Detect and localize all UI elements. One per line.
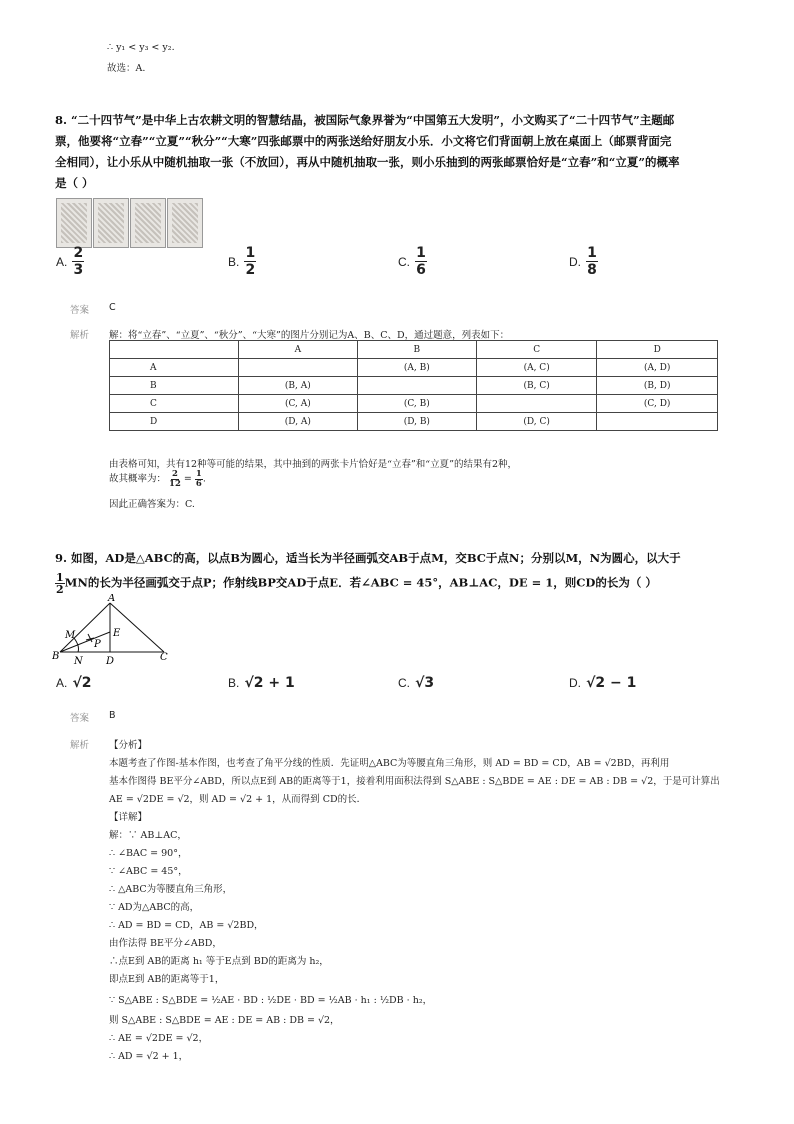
option-fraction: $\frac{1}{8}$ [587, 245, 597, 278]
segment-ab [60, 603, 110, 652]
table-cell: (A, C) [476, 359, 596, 377]
q9-line-12: ∴点E到 AB的距离 h₁ 等于E点到 BD的距离为 h₂， [109, 956, 329, 967]
q9-line-8: ∴ △ABC为等腰直角三角形， [109, 884, 233, 895]
q9-line-16: ∴ AE = √2DE = √2， [109, 1033, 209, 1044]
table-cell: (D, A) [239, 413, 358, 431]
table-cell [239, 359, 358, 377]
label-m: M [65, 630, 76, 641]
table-header-cell: D [597, 341, 718, 359]
q9-answer-label: 答案 [70, 713, 90, 724]
table-header-cell: A [239, 341, 358, 359]
q8-option-d[interactable] [569, 246, 598, 277]
top-line-2: 故选：A. [107, 63, 146, 74]
q8-analysis-intro: 解：将“立春”、“立夏”、“秋分”、“大寒”的图片分别记为A、B、C、D，通过题意，列表如下： [109, 330, 510, 341]
q8-option-a[interactable] [56, 246, 84, 277]
q9-analysis-label: 解析 [70, 740, 90, 751]
table-cell [357, 377, 476, 395]
triangle-figure [52, 594, 172, 666]
table-row [110, 395, 718, 413]
table-cell: (B, C) [476, 377, 596, 395]
option-letter: D. [569, 255, 581, 269]
option-letter: C. [398, 255, 410, 269]
q8-answer: C [109, 302, 116, 313]
table-cell: (B, D) [597, 377, 718, 395]
option-letter: B. [228, 255, 240, 269]
q9-stem-line-2: $\frac{1}{2}$ MN的长为半径画弧交于点P；作射线BP交AD于点E．若∠ABC = 45°，AB⊥AC，DE = 1，则CD的长为（ ） [56, 571, 657, 596]
q8-conclusion-3: 因此正确答案为：C. [109, 499, 195, 510]
label-e: E [113, 628, 121, 639]
table-row-header: D [110, 413, 239, 431]
top-line-1: ∴ y₁ < y₃ < y₂. [107, 42, 175, 53]
q9-line-2: 基本作图得 BE平分∠ABD，所以点E到 AB的距离等于1，接着利用面积法得到 S△ABE : S△BDE = AE : DE = AB : DB = √2，于是可计算出 [109, 776, 720, 787]
q8-stem-line-3: 全相同），让小乐从中随机抽取一张（不放回），再从中随机抽取一张，则小乐抽到的两张邮票恰好是“立春”和“立夏”的概率 [55, 155, 680, 169]
fraction: $\frac{1}{2}$ [56, 571, 64, 596]
q8-stem-line-1: 8. “二十四节气”是中华上古农耕文明的智慧结晶，被国际气象界誉为“中国第五大发明”，小文购买了“二十四节气”主题邮 [55, 113, 675, 127]
table-cell: (C, B) [357, 395, 476, 413]
label-c: C [160, 652, 168, 663]
q9-stem-line-1: 9. 如图，AD是△ABC的高，以点B为圆心，适当长为半径画弧交AB于点M，交BC于点N；分别以M，N为圆心，以大于 [55, 551, 681, 565]
table-cell: (D, B) [357, 413, 476, 431]
table-row [110, 341, 718, 359]
q9-line-15: 则 S△ABE : S△BDE = AE : DE = AB : DB = √2， [109, 1015, 340, 1026]
label-p: P [94, 639, 101, 650]
table-cell: (A, D) [597, 359, 718, 377]
q9-line-13: 即点E到 AB的距离等于1， [109, 974, 225, 985]
table-cell [476, 395, 596, 413]
table-row [110, 413, 718, 431]
q9-option-a[interactable]: A. √2 [56, 675, 92, 691]
table-row-header: B [110, 377, 239, 395]
solution-table [109, 340, 718, 431]
option-fraction: $\frac{1}{6}$ [416, 245, 426, 278]
label-a: A [108, 594, 116, 604]
q8-answer-label: 答案 [70, 305, 90, 316]
table-cell [597, 413, 718, 431]
q9-line-11: 由作法得 BE平分∠ABD， [109, 938, 222, 949]
q9-line-4: 【详解】 [109, 812, 148, 823]
table-cell: (D, C) [476, 413, 596, 431]
table-header-cell: B [357, 341, 476, 359]
table-header-cell: C [476, 341, 596, 359]
q9-line-7: ∵ ∠ABC = 45°， [109, 866, 188, 877]
table-row-header: A [110, 359, 239, 377]
q9-option-d[interactable]: D. √2 − 1 [569, 675, 637, 691]
table-cell [110, 341, 239, 359]
q9-line-10: ∴ AD = BD = CD，AB = √2BD， [109, 920, 264, 931]
q9-option-c[interactable]: C. √3 [398, 675, 435, 691]
q9-line-5: 解：∵ AB⊥AC， [109, 830, 187, 841]
q9-line-9: ∵ AD为△ABC的高， [109, 902, 200, 913]
option-letter: A. [56, 255, 68, 269]
stamp-image-1 [56, 198, 92, 248]
fraction: $\frac{1}{6}$ [195, 469, 202, 489]
stamp-image-4 [167, 198, 203, 248]
q8-option-b[interactable] [228, 246, 256, 277]
q9-line-1: 本题考查了作图-基本作图，也考查了角平分线的性质．先证明△ABC为等腰直角三角形，则 AD = BD = CD，AB = √2BD，再利用 [109, 758, 670, 769]
label-n: N [74, 656, 83, 666]
q8-conclusion-1: 由表格可知，共有12种等可能的结果，其中抽到的两张卡片恰好是“立春”和“立夏”的结果有2种， [109, 459, 518, 470]
table-cell: (A, B) [357, 359, 476, 377]
q9-line-0: 【分析】 [109, 740, 148, 751]
q9-line-14: ∵ S△ABE : S△BDE = ½AE · BD : ½DE · BD = ½AB · h₁ : ½DB · h₂， [109, 995, 433, 1006]
table-row [110, 359, 718, 377]
q8-stem-line-2: 票，他要将“立春”“立夏”“秋分”“大寒”四张邮票中的两张送给好朋友小乐．小文将它们背面朝上放在桌面上（邮票背面完 [55, 134, 672, 148]
q8-stem-line-4: 是（ ） [55, 176, 94, 190]
table-cell: (C, A) [239, 395, 358, 413]
q9-line-17: ∴ AD = √2 + 1， [109, 1051, 189, 1062]
table-row-header: C [110, 395, 239, 413]
q8-analysis-label: 解析 [70, 330, 90, 341]
label-d: D [106, 656, 115, 666]
fraction: $\frac{2}{12}$ [169, 469, 181, 489]
table-cell: (B, A) [239, 377, 358, 395]
label-b: B [52, 651, 60, 662]
stamp-image-2 [93, 198, 129, 248]
q9-line-6: ∴ ∠BAC = 90°， [109, 848, 188, 859]
q8-option-c[interactable] [398, 246, 427, 277]
q9-option-b[interactable]: B. √2 + 1 [228, 675, 295, 691]
table-cell: (C, D) [597, 395, 718, 413]
table-row [110, 377, 718, 395]
q9-answer: B [109, 710, 116, 721]
option-fraction: $\frac{1}{2}$ [245, 245, 256, 278]
q8-conclusion-2: 故其概率为： $\frac{2}{12}$ = $\frac{1}{6}$ . [109, 469, 206, 489]
stamp-image-3 [130, 198, 166, 248]
option-fraction: $\frac{2}{3}$ [73, 245, 84, 278]
q9-line-3: AE = √2DE = √2，则 AD = √2 + 1，从而得到 CD的长． [109, 794, 367, 805]
